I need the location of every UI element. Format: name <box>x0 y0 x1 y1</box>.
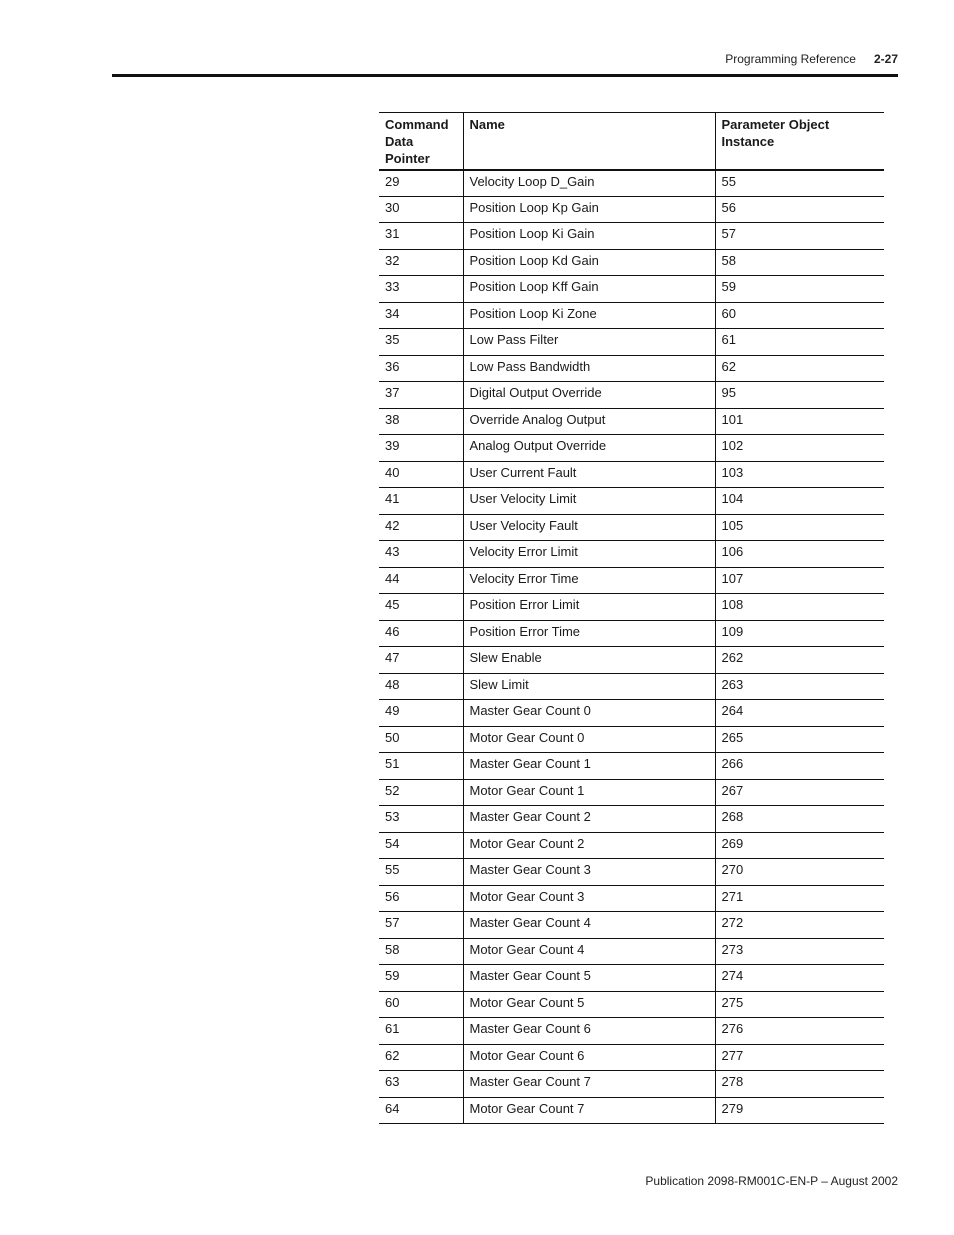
cell-name: Low Pass Bandwidth <box>463 355 715 382</box>
cell-instance: 60 <box>715 302 884 329</box>
cell-instance: 102 <box>715 435 884 462</box>
cell-instance: 262 <box>715 647 884 674</box>
cell-command-data-pointer: 57 <box>379 912 463 939</box>
table-row <box>379 620 884 647</box>
cell-command-data-pointer: 50 <box>379 726 463 753</box>
table-row <box>379 1018 884 1045</box>
cell-instance: 278 <box>715 1071 884 1098</box>
table-row <box>379 726 884 753</box>
cell-instance: 265 <box>715 726 884 753</box>
cell-instance: 266 <box>715 753 884 780</box>
cell-instance: 55 <box>715 170 884 197</box>
cell-name: Master Gear Count 6 <box>463 1018 715 1045</box>
cell-name: Slew Enable <box>463 647 715 674</box>
cell-command-data-pointer: 40 <box>379 461 463 488</box>
table-row <box>379 567 884 594</box>
cell-name: Position Loop Kp Gain <box>463 196 715 223</box>
section-title: Programming Reference <box>725 52 856 66</box>
cell-command-data-pointer: 29 <box>379 170 463 197</box>
cell-name: Digital Output Override <box>463 382 715 409</box>
header-line: Data <box>385 134 414 149</box>
page-number: 2-27 <box>873 52 898 66</box>
cell-instance: 272 <box>715 912 884 939</box>
table-row <box>379 461 884 488</box>
cell-name: Motor Gear Count 7 <box>463 1097 715 1124</box>
cell-name: Motor Gear Count 2 <box>463 832 715 859</box>
cell-instance: 279 <box>715 1097 884 1124</box>
page-header <box>725 52 898 66</box>
table-row <box>379 991 884 1018</box>
page-footer: Publication 2098-RM001C-EN-P – August 2002 <box>645 1174 898 1188</box>
table-row <box>379 965 884 992</box>
cell-name: Velocity Error Time <box>463 567 715 594</box>
cell-instance: 104 <box>715 488 884 515</box>
cell-command-data-pointer: 63 <box>379 1071 463 1098</box>
cell-name: Velocity Loop D_Gain <box>463 170 715 197</box>
table-row <box>379 488 884 515</box>
cell-instance: 56 <box>715 196 884 223</box>
table-row <box>379 753 884 780</box>
table-row <box>379 912 884 939</box>
header-rule <box>112 74 898 77</box>
header-line: Name <box>469 117 505 132</box>
cell-instance: 107 <box>715 567 884 594</box>
cell-command-data-pointer: 41 <box>379 488 463 515</box>
cell-name: Position Loop Ki Zone <box>463 302 715 329</box>
column-header-name <box>463 113 715 170</box>
cell-command-data-pointer: 44 <box>379 567 463 594</box>
cell-command-data-pointer: 46 <box>379 620 463 647</box>
cell-name: Master Gear Count 1 <box>463 753 715 780</box>
column-header-command-data-pointer <box>379 113 463 170</box>
cell-instance: 58 <box>715 249 884 276</box>
cell-instance: 95 <box>715 382 884 409</box>
cell-command-data-pointer: 59 <box>379 965 463 992</box>
cell-command-data-pointer: 36 <box>379 355 463 382</box>
table-row <box>379 779 884 806</box>
cell-command-data-pointer: 54 <box>379 832 463 859</box>
cell-command-data-pointer: 55 <box>379 859 463 886</box>
table-row <box>379 223 884 250</box>
cell-command-data-pointer: 49 <box>379 700 463 727</box>
cell-command-data-pointer: 42 <box>379 514 463 541</box>
table-row <box>379 594 884 621</box>
cell-instance: 61 <box>715 329 884 356</box>
cell-command-data-pointer: 47 <box>379 647 463 674</box>
cell-instance: 277 <box>715 1044 884 1071</box>
cell-command-data-pointer: 35 <box>379 329 463 356</box>
table-row <box>379 647 884 674</box>
cell-instance: 109 <box>715 620 884 647</box>
cell-instance: 108 <box>715 594 884 621</box>
column-header-parameter-object-instance <box>715 113 884 170</box>
table-row <box>379 249 884 276</box>
cell-name: Motor Gear Count 3 <box>463 885 715 912</box>
cell-instance: 62 <box>715 355 884 382</box>
table-row <box>379 196 884 223</box>
cell-name: Position Loop Kff Gain <box>463 276 715 303</box>
cell-instance: 269 <box>715 832 884 859</box>
table-row <box>379 302 884 329</box>
cell-name: Master Gear Count 7 <box>463 1071 715 1098</box>
cell-command-data-pointer: 48 <box>379 673 463 700</box>
cell-name: Position Error Limit <box>463 594 715 621</box>
cell-name: Motor Gear Count 1 <box>463 779 715 806</box>
cell-command-data-pointer: 30 <box>379 196 463 223</box>
cell-name: Position Loop Ki Gain <box>463 223 715 250</box>
table-row <box>379 700 884 727</box>
header-line: Parameter Object <box>721 117 830 132</box>
table-row <box>379 408 884 435</box>
parameter-table <box>379 112 884 1124</box>
table-row <box>379 1071 884 1098</box>
cell-command-data-pointer: 58 <box>379 938 463 965</box>
table-row <box>379 329 884 356</box>
cell-command-data-pointer: 64 <box>379 1097 463 1124</box>
table-row <box>379 832 884 859</box>
cell-instance: 273 <box>715 938 884 965</box>
cell-name: Master Gear Count 2 <box>463 806 715 833</box>
cell-name: Low Pass Filter <box>463 329 715 356</box>
cell-name: User Velocity Limit <box>463 488 715 515</box>
header-line: Command <box>385 117 449 132</box>
cell-command-data-pointer: 34 <box>379 302 463 329</box>
cell-command-data-pointer: 61 <box>379 1018 463 1045</box>
table-body <box>379 170 884 1124</box>
table-row <box>379 885 884 912</box>
cell-name: Position Loop Kd Gain <box>463 249 715 276</box>
cell-command-data-pointer: 51 <box>379 753 463 780</box>
cell-command-data-pointer: 43 <box>379 541 463 568</box>
cell-instance: 271 <box>715 885 884 912</box>
table-row <box>379 1097 884 1124</box>
cell-name: Master Gear Count 5 <box>463 965 715 992</box>
cell-instance: 276 <box>715 1018 884 1045</box>
cell-instance: 103 <box>715 461 884 488</box>
cell-name: Motor Gear Count 6 <box>463 1044 715 1071</box>
cell-command-data-pointer: 56 <box>379 885 463 912</box>
cell-instance: 105 <box>715 514 884 541</box>
cell-command-data-pointer: 60 <box>379 991 463 1018</box>
cell-name: Master Gear Count 4 <box>463 912 715 939</box>
table-row <box>379 1044 884 1071</box>
cell-command-data-pointer: 62 <box>379 1044 463 1071</box>
cell-name: Motor Gear Count 0 <box>463 726 715 753</box>
cell-name: Master Gear Count 3 <box>463 859 715 886</box>
table-row <box>379 355 884 382</box>
cell-command-data-pointer: 52 <box>379 779 463 806</box>
cell-name: Motor Gear Count 5 <box>463 991 715 1018</box>
cell-instance: 101 <box>715 408 884 435</box>
table-row <box>379 170 884 197</box>
table-row <box>379 938 884 965</box>
table-row <box>379 514 884 541</box>
cell-command-data-pointer: 45 <box>379 594 463 621</box>
cell-name: User Current Fault <box>463 461 715 488</box>
cell-instance: 274 <box>715 965 884 992</box>
cell-name: Slew Limit <box>463 673 715 700</box>
cell-instance: 59 <box>715 276 884 303</box>
cell-instance: 106 <box>715 541 884 568</box>
table-row <box>379 435 884 462</box>
cell-name: Override Analog Output <box>463 408 715 435</box>
cell-command-data-pointer: 37 <box>379 382 463 409</box>
cell-name: Master Gear Count 0 <box>463 700 715 727</box>
cell-name: User Velocity Fault <box>463 514 715 541</box>
cell-instance: 57 <box>715 223 884 250</box>
table-row <box>379 806 884 833</box>
cell-name: Velocity Error Limit <box>463 541 715 568</box>
cell-name: Motor Gear Count 4 <box>463 938 715 965</box>
cell-instance: 275 <box>715 991 884 1018</box>
cell-command-data-pointer: 33 <box>379 276 463 303</box>
cell-command-data-pointer: 32 <box>379 249 463 276</box>
cell-instance: 263 <box>715 673 884 700</box>
cell-instance: 264 <box>715 700 884 727</box>
cell-command-data-pointer: 39 <box>379 435 463 462</box>
cell-instance: 268 <box>715 806 884 833</box>
table-row <box>379 276 884 303</box>
cell-name: Analog Output Override <box>463 435 715 462</box>
cell-instance: 270 <box>715 859 884 886</box>
cell-instance: 267 <box>715 779 884 806</box>
table-row <box>379 859 884 886</box>
cell-command-data-pointer: 38 <box>379 408 463 435</box>
table-row <box>379 382 884 409</box>
cell-command-data-pointer: 31 <box>379 223 463 250</box>
parameter-table-container <box>379 112 884 1124</box>
table-row <box>379 541 884 568</box>
cell-command-data-pointer: 53 <box>379 806 463 833</box>
table-row <box>379 673 884 700</box>
header-line: Instance <box>721 134 775 149</box>
header-line: Pointer <box>385 151 430 166</box>
table-header-row <box>379 113 884 170</box>
cell-name: Position Error Time <box>463 620 715 647</box>
